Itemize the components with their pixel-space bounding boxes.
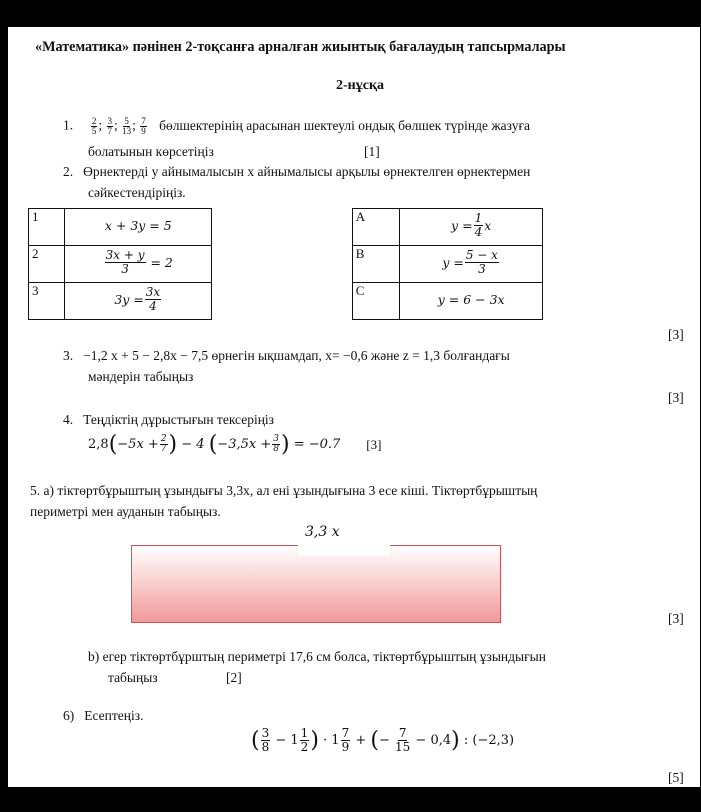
task-5b: b) егер тіктөртбұрштың периметрі 17,6 см болса, тіктөртбұрыштың ұзындығын [88, 649, 546, 664]
worksheet-title: «Математика» пәнінен 2-тоқсанға арналған жиынтық бағалаудың тапсырмалары [35, 39, 566, 55]
task-6: 6) Есептеңіз. [63, 708, 144, 723]
row-label: A [352, 209, 400, 246]
right-expression: y = 1 4 x [451, 210, 492, 239]
matching-table [28, 208, 543, 320]
left-expression: x + 3y = 5 [104, 217, 172, 233]
task-3-line2: мәндерін табыңыз [88, 369, 194, 384]
task-5a-line2: периметрі мен ауданын табыңыз. [30, 504, 221, 519]
task-2-score: [3] [668, 327, 684, 342]
task-1-score: [1] [364, 144, 380, 159]
left-expression: 3x + y 3 = 2 [105, 247, 173, 276]
right-expression: y = 5 − x 3 [442, 247, 498, 276]
fraction-2-5: $\frac{2}{5}$ [91, 116, 97, 136]
row-label: 2 [29, 246, 65, 283]
task-5a: 5. а) тіктөртбұрыштың ұзындығы 3,3x, ал ені ұзындығына 3 есе кіші. Тіктөртбұрыштың [30, 483, 538, 498]
fraction-7-9: $\frac{7}{9}$ [141, 116, 146, 136]
task-1: 1. $\frac{2}{5}$ ; $\frac{3}{7}$ ; $\frac{5}{13}$ ; $\frac{7}{9}$ бөлшектерінің арасынан шектеулі ондық бөлшек түрінде жазуға [63, 116, 530, 136]
table-row [29, 209, 543, 246]
row-label: 3 [29, 283, 65, 320]
right-expression: y = 6 − 3x [437, 291, 505, 307]
task-6-score: [5] [668, 770, 684, 785]
task-1-line2: болатынын көрсетіңіз [88, 144, 214, 159]
row-label: 1 [29, 209, 65, 246]
variant-label: 2-нұсқа [336, 78, 385, 93]
task-3-score: [3] [668, 390, 684, 405]
table-row [29, 283, 543, 320]
row-label: C [352, 283, 400, 320]
task-5b-score: [2] [226, 670, 242, 685]
spacer-cell [212, 209, 353, 246]
task-3: 3. −1,2 x + 5 − 2,8x − 7,5 өрнегін ықшамдап, x= −0,6 және z = 1,3 болғандағы [63, 348, 510, 363]
rectangle-length-label: 3,3 x [305, 524, 340, 540]
task-4-equation: 2,8 ( −5x + 2 7 ) − 4 ( −3,5x + 3 8 ) = −0.7 [3] [88, 432, 382, 457]
task-4: 4. Теңдіктің дұрыстығын тексеріңіз [63, 412, 275, 427]
fraction-3-7: $\frac{3}{7}$ [107, 116, 113, 136]
row-label: B [352, 246, 400, 283]
rectangle-figure [131, 545, 501, 623]
fraction-5-13: $\frac{5}{13}$ [122, 116, 132, 136]
task-2-line2: сәйкестендіріңіз. [88, 185, 186, 200]
task-2: 2. Өрнектерді y айнымалысын x айнымалысы арқылы өрнектелген өрнектермен [63, 164, 531, 179]
left-expression: 3y = 3x 4 [114, 284, 161, 313]
spacer-cell [212, 246, 353, 283]
table-row [29, 246, 543, 283]
worksheet-page [8, 27, 700, 787]
task-6-expression: ( 3 8 − 1 1 2 ) · 1 7 9 + ( − 7 15 − 0,4 ) : (−2,3) [251, 726, 515, 754]
task-5b-line2: табыңыз [108, 670, 158, 685]
task-5a-score: [3] [668, 611, 684, 626]
task-4-score: [3] [366, 436, 382, 452]
spacer-cell [212, 283, 353, 320]
